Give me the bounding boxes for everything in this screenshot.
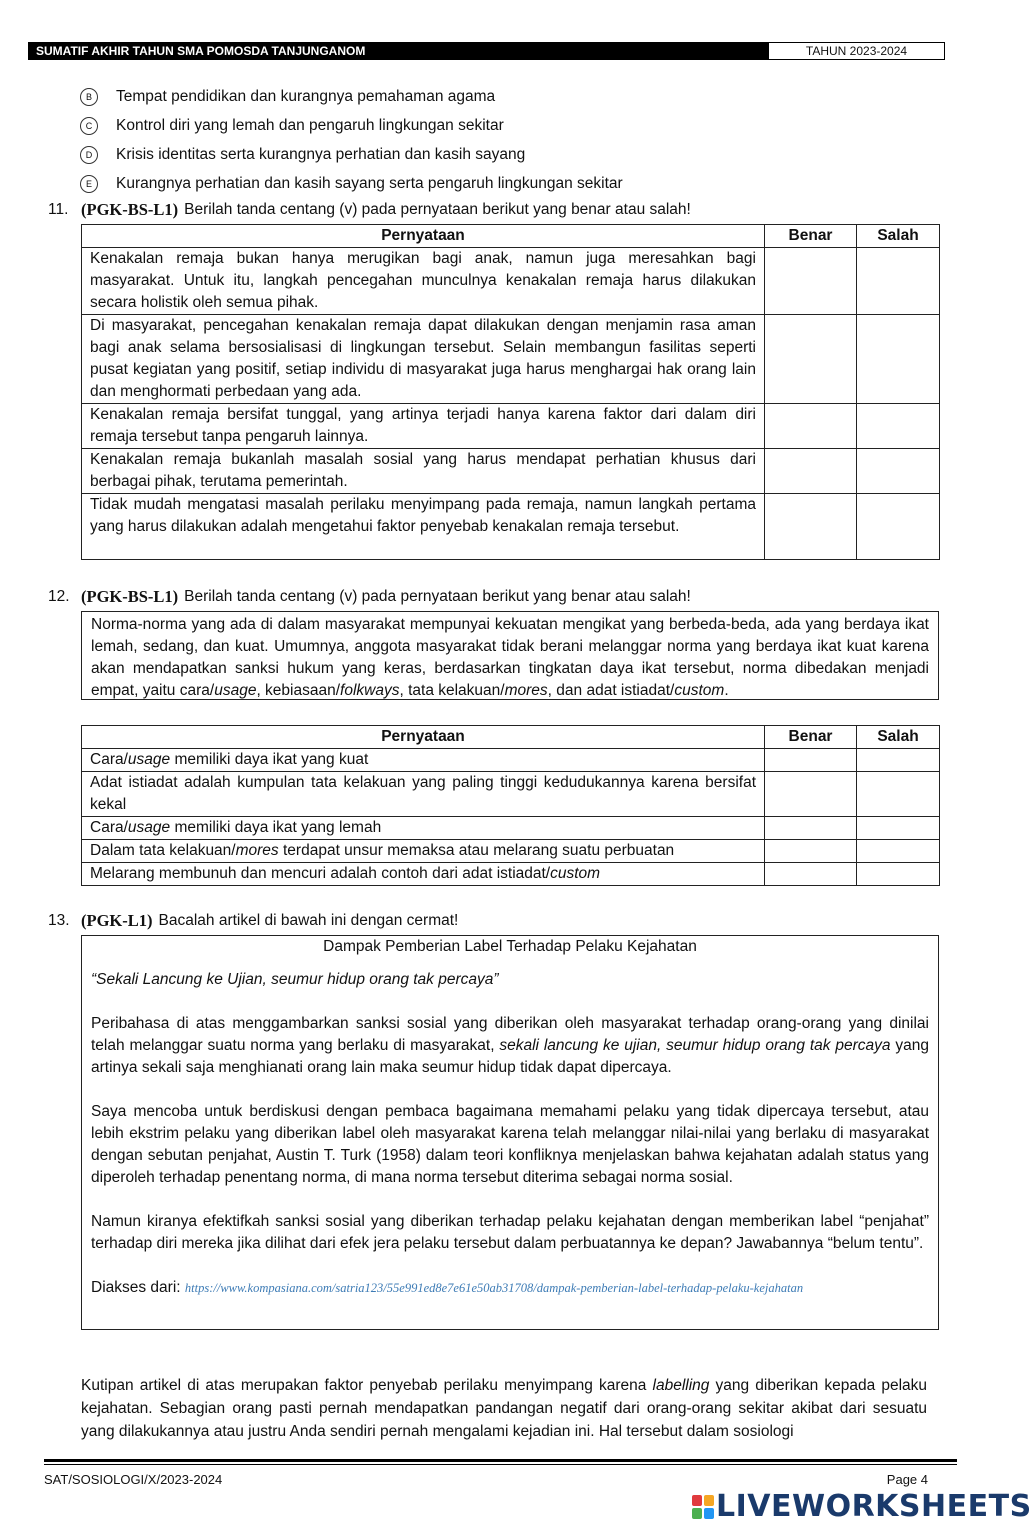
option-text: Tempat pendidikan dan kurangnya pemahaman agama	[116, 88, 496, 105]
brand-name: LIVEWORKSHEETS	[716, 1489, 1032, 1524]
statement-text: memiliki daya ikat yang kuat	[170, 751, 369, 768]
logo-square	[692, 1495, 702, 1506]
question-12-heading	[48, 586, 948, 608]
q12-passage	[81, 611, 939, 700]
table-row	[82, 817, 940, 840]
option-text: Kontrol diri yang lemah dan pengaruh lingkungan sekitar	[116, 117, 504, 134]
question-13-heading	[48, 910, 948, 932]
salah-cell[interactable]	[857, 772, 940, 817]
table-row	[82, 840, 940, 863]
question-tag: (PGK-L1)	[81, 911, 153, 930]
statement-cell	[82, 863, 765, 886]
salah-cell[interactable]	[857, 315, 940, 404]
paragraph-italic: sekali lancung ke ujian, seumur hidup orang tak percaya	[499, 1037, 891, 1054]
salah-cell[interactable]	[857, 817, 940, 840]
statement-text: Adat istiadat adalah kumpulan tata kelakuan yang paling tinggi kedudukannya karena bersifat kekal	[90, 774, 756, 813]
col-header-benar: Benar	[765, 726, 857, 749]
closing-italic: labelling	[652, 1377, 710, 1394]
option-d[interactable]	[80, 144, 525, 166]
article-paragraph-1	[91, 1013, 929, 1079]
benar-cell[interactable]	[765, 772, 857, 817]
article-paragraph-3: Namun kiranya efektifkah sanksi sosial yang diberikan terhadap pelaku kejahatan dengan memberikan label “penjahat” terhadap diri mereka jika dilihat dari efek jera pelaku tersebut dalam perbuatannya ke depan? Jawabannya “belum tentu”.	[91, 1213, 929, 1252]
passage-text: , dan adat istiadat/	[547, 682, 675, 699]
closing-text: Kutipan artikel di atas merupakan faktor penyebab perilaku menyimpang karena	[81, 1377, 653, 1394]
logo-square	[704, 1495, 714, 1506]
salah-cell[interactable]	[857, 749, 940, 772]
statement-text: Melarang membunuh dan mencuri adalah contoh dari adat istiadat/	[90, 865, 551, 882]
passage-text: Norma-norma yang ada di dalam masyarakat mempunyai kekuatan mengikat yang berbeda-beda, ada yang berdaya ikat lemah, sedang, dan kuat. Umumnya, anggota masyarakat tidak berani melanggar norma yang berdaya ikat kuat karena akan mendapatkan sanksi hukum yang keras, berdasarkan tingkatan daya ikat tersebut, norma dibedakan menjadi empat, yaitu cara/	[91, 616, 929, 699]
statement-italic: mores	[235, 842, 279, 859]
closing-text: yang diberikan kepada pelaku kejahatan. Sebagian orang pasti pernah mendapatkan pandangan negatif dari orang-orang sekitar akibat dari sesuatu yang dilakukannya atau justru Anda sendiri pernah mengalami kejadian ini. Hal tersebut dalam sosiologi	[81, 1377, 928, 1440]
option-e[interactable]	[80, 173, 623, 195]
table-row	[82, 749, 940, 772]
benar-cell[interactable]	[765, 248, 857, 315]
table-row	[82, 404, 940, 449]
passage-italic: mores	[504, 682, 548, 699]
col-header-benar: Benar	[765, 225, 857, 248]
benar-cell[interactable]	[765, 863, 857, 886]
col-header-salah: Salah	[857, 726, 940, 749]
statement-italic: usage	[127, 751, 171, 768]
statement-text: Cara/	[90, 819, 128, 836]
statement-cell: Kenakalan remaja bersifat tunggal, yang artinya terjadi hanya karena faktor dari dalam diri remaja tersebut tanpa pengaruh lainnya.	[82, 404, 765, 449]
source-label: Diakses dari:	[91, 1279, 185, 1296]
table-row	[82, 863, 940, 886]
table-row	[82, 494, 940, 560]
footer-page: Page 4	[886, 1472, 928, 1487]
col-header-salah: Salah	[857, 225, 940, 248]
page-header	[28, 42, 945, 60]
source-link[interactable]: https://www.kompasiana.com/satria123/55e991ed8e7e61e50ab31708/dampak-pemberian-label-terhadap-pelaku-kejahatan	[184, 1281, 804, 1295]
benar-cell[interactable]	[765, 749, 857, 772]
statement-text: terdapat unsur memaksa atau melarang suatu perbuatan	[278, 842, 675, 859]
closing-paragraph	[81, 1374, 927, 1443]
option-text: Kurangnya perhatian dan kasih sayang serta pengaruh lingkungan sekitar	[116, 175, 623, 192]
question-tag: (PGK-BS-L1)	[81, 200, 179, 219]
table-row	[82, 248, 940, 315]
table-row	[82, 449, 940, 494]
question-number: 12.	[48, 588, 70, 605]
statement-cell	[82, 772, 765, 817]
salah-cell[interactable]	[857, 840, 940, 863]
passage-text: , tata kelakuan/	[399, 682, 505, 699]
article-proverb: “Sekali Lancung ke Ujian, seumur hidup orang tak percaya”	[91, 971, 499, 988]
benar-cell[interactable]	[765, 817, 857, 840]
option-text: Krisis identitas serta kurangnya perhatian dan kasih sayang	[116, 146, 526, 163]
option-letter-circle[interactable]: C	[80, 117, 98, 135]
statement-cell	[82, 817, 765, 840]
statement-text: Dalam tata kelakuan/	[90, 842, 236, 859]
passage-italic: usage	[214, 682, 257, 699]
passage-text: .	[724, 682, 729, 699]
salah-cell[interactable]	[857, 494, 940, 560]
header-title: SUMATIF AKHIR TAHUN SMA POMOSDA TANJUNGANOM	[28, 42, 768, 60]
salah-cell[interactable]	[857, 449, 940, 494]
question-instruction: Bacalah artikel di bawah ini dengan cermat!	[158, 912, 459, 929]
article-source	[91, 1277, 929, 1299]
benar-cell[interactable]	[765, 315, 857, 404]
col-header-pernyataan: Pernyataan	[82, 726, 765, 749]
salah-cell[interactable]	[857, 248, 940, 315]
statement-cell	[82, 749, 765, 772]
table-row	[82, 772, 940, 817]
article-title: Dampak Pemberian Label Terhadap Pelaku Kejahatan	[323, 938, 697, 955]
col-header-pernyataan: Pernyataan	[82, 225, 765, 248]
salah-cell[interactable]	[857, 863, 940, 886]
footer-rule	[44, 1464, 957, 1465]
salah-cell[interactable]	[857, 404, 940, 449]
option-letter-circle[interactable]: E	[80, 175, 98, 193]
statement-cell: Kenakalan remaja bukan hanya merugikan bagi anak, namun juga meresahkan bagi masyarakat. Untuk itu, langkah pencegahan munculnya kenakalan remaja harus dilakukan secara holistik oleh semua pihak.	[82, 248, 765, 315]
question-tag: (PGK-BS-L1)	[81, 587, 179, 606]
statement-cell	[82, 840, 765, 863]
statement-italic: custom	[550, 865, 601, 882]
question-11-heading	[48, 199, 948, 221]
article-paragraph-2: Saya mencoba untuk berdiskusi dengan pembaca bagaimana memahami pelaku yang tidak dipercaya tersebut, atau lebih ekstrim pelaku yang diberikan label oleh masyarakat karena telah melanggar nilai-nilai yang berlaku di masyarakat dengan sebutan penjahat, Austin T. Turk (1958) dalam teori konfliknya menjelaskan bahwa kejahatan adalah status yang diperoleh terhadap penentang norma, di mana norma tersebut diterima sebagai norma sosial.	[91, 1103, 929, 1186]
table-row	[82, 315, 940, 404]
logo-square	[704, 1508, 714, 1519]
benar-cell[interactable]	[765, 404, 857, 449]
statement-cell: Di masyarakat, pencegahan kenakalan remaja dapat dilakukan dengan menjamin rasa aman bagi anak selama bersosialisasi di lingkungan tersebut. Selain membangun fasilitas seperti pusat kegiatan yang positif, setiap individu di masyarakat juga harus menghargai hak orang lain dan menghormati perbedaan yang ada.	[82, 315, 765, 404]
statement-text: memiliki daya ikat yang lemah	[170, 819, 382, 836]
paragraph-text: Peribahasa di atas menggambarkan sanksi sosial yang diberikan oleh masyarakat terhadap orang-orang yang dinilai telah melanggar suatu norma yang berlaku di masyarakat,	[91, 1015, 929, 1054]
option-b[interactable]	[80, 86, 495, 108]
footer-code: SAT/SOSIOLOGI/X/2023-2024	[44, 1472, 223, 1487]
logo-square	[692, 1508, 702, 1519]
footer-rule	[44, 1459, 957, 1462]
statement-text: Cara/	[90, 751, 128, 768]
statement-italic: usage	[127, 819, 171, 836]
q12-table	[81, 725, 940, 886]
question-number: 13.	[48, 912, 70, 929]
q11-table	[81, 224, 940, 560]
passage-italic: folkways	[340, 682, 400, 699]
question-instruction: Berilah tanda centang (v) pada pernyataan berikut yang benar atau salah!	[184, 201, 691, 218]
question-number: 11.	[48, 201, 69, 218]
option-letter-circle[interactable]: B	[80, 88, 98, 106]
benar-cell[interactable]	[765, 449, 857, 494]
option-letter-circle[interactable]: D	[80, 146, 98, 164]
paragraph-text: yang artinya sekali saja menghianati orang lain maka seumur hidup tidak dapat dipercaya.	[91, 1037, 930, 1076]
statement-cell: Tidak mudah mengatasi masalah perilaku menyimpang pada remaja, namun langkah pertama yang harus dilakukan adalah mengetahui faktor penyebab kenakalan remaja tersebut.	[82, 494, 765, 560]
passage-italic: custom	[674, 682, 725, 699]
benar-cell[interactable]	[765, 494, 857, 560]
liveworksheets-brand[interactable]	[692, 1490, 1032, 1524]
option-c[interactable]	[80, 115, 504, 137]
question-instruction: Berilah tanda centang (v) pada pernyataan berikut yang benar atau salah!	[184, 588, 691, 605]
header-year: TAHUN 2023-2024	[768, 42, 945, 60]
liveworksheets-logo-icon	[692, 1495, 714, 1519]
passage-text: , kebiasaan/	[256, 682, 341, 699]
article-box	[81, 935, 939, 1330]
benar-cell[interactable]	[765, 840, 857, 863]
statement-cell: Kenakalan remaja bukanlah masalah sosial yang harus mendapat perhatian khusus dari berbagai pihak, terutama pemerintah.	[82, 449, 765, 494]
